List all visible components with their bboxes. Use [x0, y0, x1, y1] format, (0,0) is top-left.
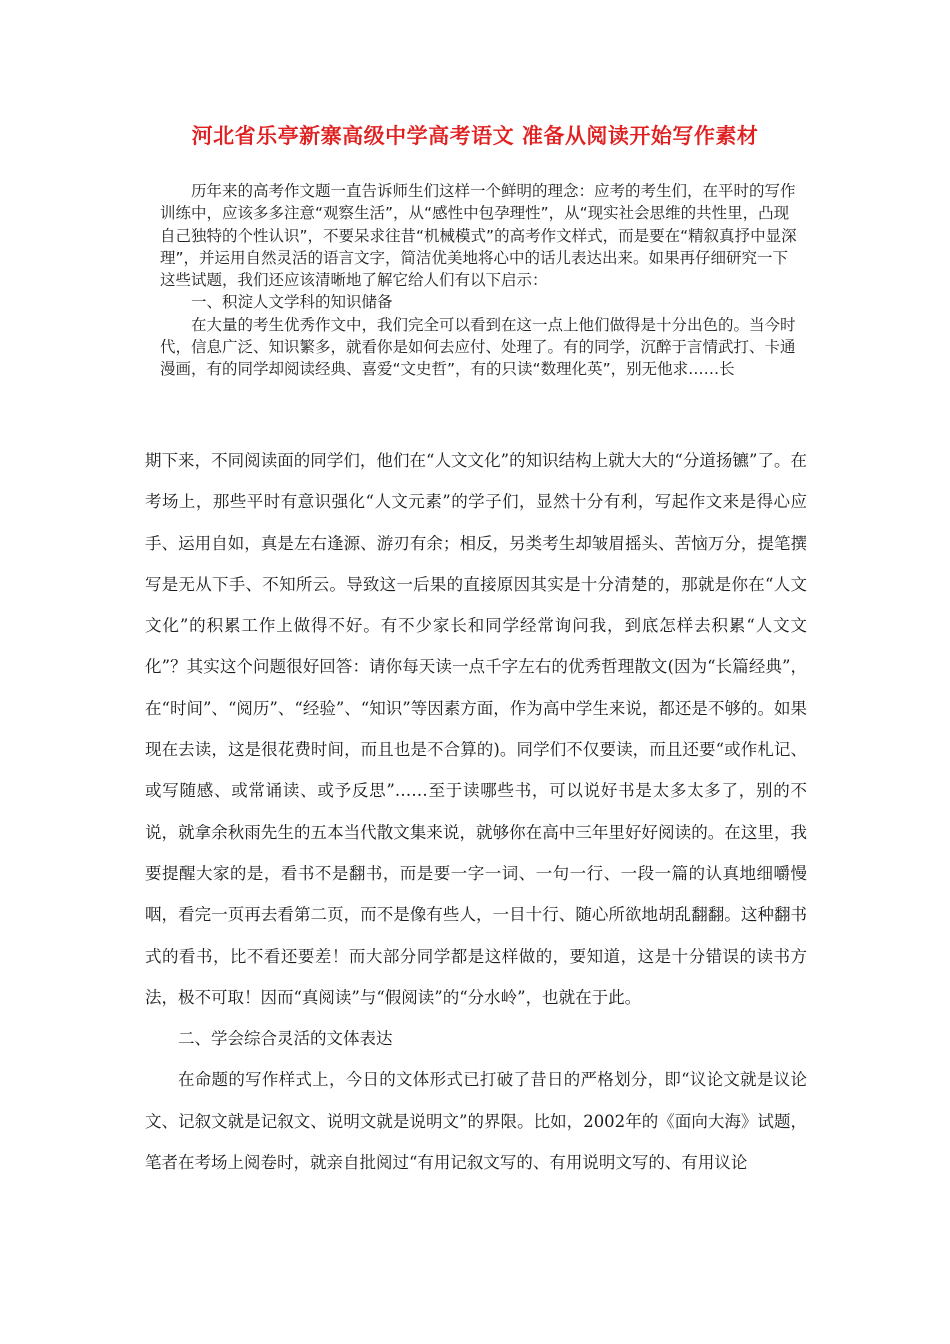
section-2-paragraph: 在命题的写作样式上，今日的文体形式已打破了昔日的严格划分，即“议论文就是议论文、记叙文就是记叙文、说明文就是说明文”的界限。比如，2002年的《面向大海》试题，笔者在考场上阅卷时，就亲自批阅过“有用记叙文写的、有用说明文写的、有用议论 [145, 1070, 807, 1173]
scanned-text-block [160, 180, 800, 381]
main-text-block [145, 440, 807, 1183]
section-heading-1: 一、积淀人文学科的知识储备 [191, 293, 393, 312]
section-1-paragraph-start: 在大量的考生优秀作文中，我们完全可以看到在这一点上他们做得是十分出色的。当今时代，信息广泛、知识繁多，就看你是如何去应付、处理了。有的同学，沉醉于言情武打、卡通漫画，有的同学却阅读经典、喜爱“文史哲”，有的只读“数理化英”，别无他求……长 [160, 315, 796, 379]
document-title: 河北省乐亭新寨高级中学高考语文 准备从阅读开始写作素材 [191, 124, 759, 148]
section-heading-2: 二、学会综合灵活的文体表达 [178, 1029, 393, 1049]
section-1-paragraph-continued: 期下来，不同阅读面的同学们，他们在“人文文化”的知识结构上就大大的“分道扬镳”了。在考场上，那些平时有意识强化“人文元素”的学子们，显然十分有利，写起作文来是得心应手、运用自如，真是左右逢源、游刃有余；相反，另类考生却皱眉摇头、苦恼万分，提笔撰写是无从下手、不知所云。导致这一后果的直接原因其实是十分清楚的，那就是你在“人文文化”的积累工作上做得不好。有不少家长和同学经常询问我，到底怎样去积累“人文文化”？其实这个问题很好回答：请你每天读一点千字左右的优秀哲理散文(因为“长篇经典”，在“时间”、“阅历”、“经验”、“知识”等因素方面，作为高中学生来说，都还是不够的。如果现在去读，这是很花费时间，而且也是不合算的)。同学们不仅要读，而且还要“或作札记、或写随感、或常诵读、或予反思”……至于读哪些书，可以说好书是太多太多了，别的不说，就拿余秋雨先生的五本当代散文集来说，就够你在高中三年里好好阅读的。在这里，我要提醒大家的是，看书不是翻书，而是要一字一词、一句一行、一段一篇的认真地细嚼慢咽，看完一页再去看第二页，而不是像有些人，一目十行、随心所欲地胡乱翻翻。这种翻书式的看书，比不看还要差！而大部分同学都是这样做的，要知道，这是十分错误的读书方法，极不可取！因而“真阅读”与“假阅读”的“分水岭”，也就在于此。 [145, 451, 807, 1007]
intro-paragraph: 历年来的高考作文题一直告诉师生们这样一个鲜明的理念：应考的考生们，在平时的写作训练中，应该多多注意“观察生活”，从“感性中包孕理性”，从“现实社会思维的共性里，凸现自己独特的个性认识”，不要呆求往昔“机械模式”的高考作文样式，而是要在“精叙真抒中显深理”，并运用自然灵活的语言文字，简洁优美地将心中的话儿表达出来。如果再仔细研究一下这些试题，我们还应该清晰地了解它给人们有以下启示： [160, 182, 797, 290]
